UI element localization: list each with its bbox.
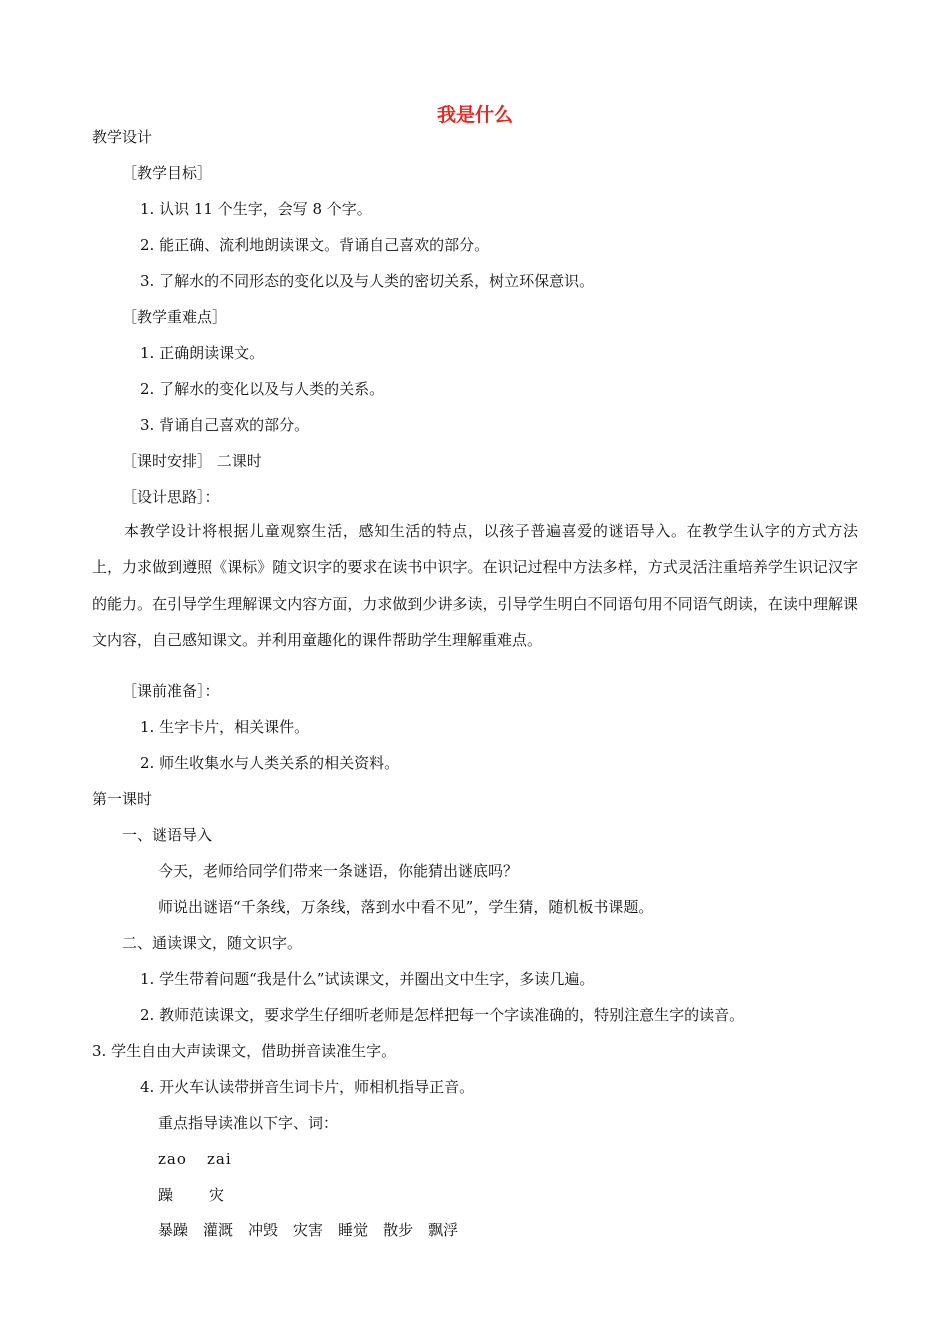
schedule-line: ［课时安排］ 二课时	[122, 452, 262, 470]
objective-item: 2. 能正确、流利地朗读课文。背诵自己喜欢的部分。	[140, 236, 490, 254]
design-heading: ［设计思路］：	[122, 488, 220, 506]
char-zao: 躁	[158, 1186, 174, 1204]
vocab-word: 暴躁	[158, 1221, 189, 1239]
step-item: 3. 学生自由大声读课文，借助拼音读准生字。	[92, 1042, 397, 1060]
preparation-item: 2. 师生收集水与人类关系的相关资料。	[140, 754, 400, 772]
key-points-heading: ［教学重难点］	[122, 308, 228, 326]
design-paragraph: 本教学设计将根据儿童观察生活，感知生活的特点，以孩子普遍喜爱的谜语导入。在教学生认字的方式方法上，力求做到遵照《课标》随文识字的要求在读书中识字。在识记过程中方法多样，方式灵活注重培养学生识记汉字的能力。在引导学生理解课文内容方面，力求做到少讲多读，引导学生明白不同语句用不同语气朗读，在读中理解课文内容，自己感知课文。并利用童趣化的课件帮助学生理解重难点。	[92, 522, 858, 649]
document-title: 我是什么	[436, 104, 513, 126]
section-label: 教学设计	[92, 128, 153, 146]
objectives-heading: ［教学目标］	[122, 164, 213, 182]
key-point-item: 3. 背诵自己喜欢的部分。	[140, 416, 310, 434]
step-item: 4. 开火车认读带拼音生词卡片，师相机指导正音。	[140, 1078, 475, 1096]
step-heading: 二、通读课文，随文识字。	[122, 934, 303, 952]
preparation-heading: ［课前准备］：	[122, 682, 220, 700]
char-zai: 灾	[209, 1186, 225, 1204]
step-text: 师说出谜语“千条线，万条线，落到水中看不见”，学生猜，随机板书课题。	[158, 898, 654, 916]
objective-item: 1. 认识 11 个生字，会写 8 个字。	[140, 200, 372, 218]
vocab-word: 睡觉	[338, 1221, 369, 1239]
vocab-word: 灾害	[293, 1221, 324, 1239]
vocab-row	[158, 1220, 473, 1240]
key-point-item: 1. 正确朗读课文。	[140, 344, 265, 362]
step-item: 1. 学生带着问题“我是什么”试读课文，并圈出文中生字，多读几遍。	[140, 970, 595, 988]
pinyin-zao: zao	[158, 1150, 187, 1168]
objective-item: 3. 了解水的不同形态的变化以及与人类的密切关系，树立环保意识。	[140, 272, 595, 290]
focus-label: 重点指导读准以下字、词：	[158, 1114, 339, 1132]
vocab-word: 灌溉	[203, 1221, 234, 1239]
step-item: 2. 教师范读课文，要求学生仔细听老师是怎样把每一个字读准确的，特别注意生字的读音。	[140, 1006, 745, 1024]
step-heading: 一、谜语导入	[122, 826, 213, 844]
vocab-word: 散步	[383, 1221, 414, 1239]
step-text: 今天，老师给同学们带来一条谜语，你能猜出谜底吗？	[158, 862, 519, 880]
pinyin-zai: zai	[207, 1150, 232, 1168]
vocab-word: 飘浮	[428, 1221, 459, 1239]
vocab-word: 冲毁	[248, 1221, 279, 1239]
key-point-item: 2. 了解水的变化以及与人类的关系。	[140, 380, 385, 398]
lesson-heading: 第一课时	[92, 790, 153, 808]
preparation-item: 1. 生字卡片，相关课件。	[140, 718, 310, 736]
